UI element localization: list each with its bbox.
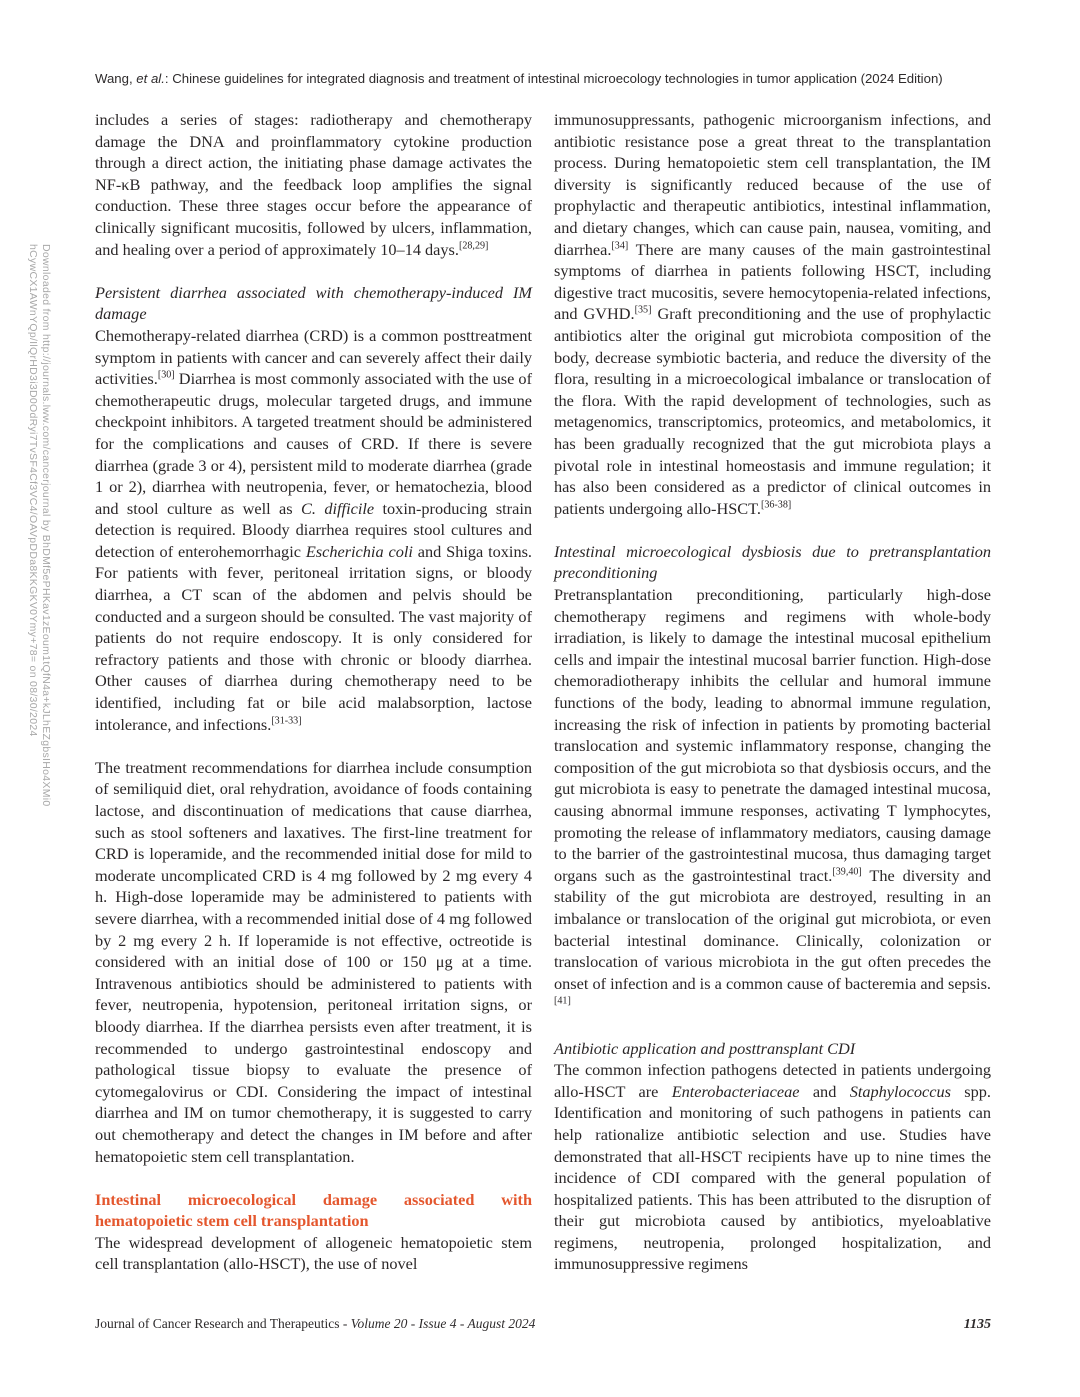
page-footer [95, 1316, 991, 1333]
section-heading: Intestinal microecological damage associated with hematopoietic stem cell transplantation [95, 1189, 532, 1231]
left-column [95, 109, 532, 1275]
subsection-heading: Intestinal microecological dysbiosis due to pretransplantation preconditioning [554, 541, 991, 583]
subsection-heading: Antibiotic application and posttransplant CDI [554, 1038, 856, 1058]
footer-journal-info: Journal of Cancer Research and Therapeutics - Volume 20 - Issue 4 - August 2024 [95, 1316, 536, 1331]
footer-page-number: 1135 [963, 1317, 991, 1332]
subsection-heading: Persistent diarrhea associated with chemotherapy-induced IM damage [95, 282, 532, 324]
watermark-line-2: hCywCX1AWnYQp/IlQrHD3i3D0OdRyi7TvSF4Cf3VC4/OAVpDDa8KKGKV0Ymy+78= on 08/30/2024 [27, 244, 39, 737]
download-watermark [26, 244, 52, 807]
watermark-line-1: Downloaded from http://journals.lww.com/cancerjournal by BhDMf5ePHKav1zEoum1tQfN4a+kJLhEZgbsIHo4XMi0 [40, 244, 52, 807]
paragraph: Pretransplantation preconditioning, particularly high-dose chemotherapy regimens and regimens with whole-body irradiation, is likely to damage the intestinal mucosal epithelium cells and impair the intestinal mucosal barrier function. High-dose chemoradiotherapy inhibits the cellular and humoral immune functions of the body, leading to abnormal immune regulation, increasing the risk of infection in patients by promoting bacterial translocation and systemic inflammatory response, changing the composition of the gut microbiota so that dysbiosis occurs, and the gut microbiota is easy to penetrate the damaged intestinal mucosa, causing abnormal immune responses, activating T lymphocytes, promoting the release of inflammatory mediators, causing damage to the barrier of the gastrointestinal mucosa, thus damaging target organs such as the gastrointestinal tract.[39,40] The diversity and stability of the gut microbiota are destroyed, resulting in an imbalance or translocation of the original gut microbiota, or even bacterial intestinal dominance. Clinically, colonization or translocation of various microbiota in the gut often precedes the onset of infection and is a common cause of bacteremia and sepsis.[41] [554, 585, 991, 1007]
article-body [95, 109, 991, 1275]
paragraph: includes a series of stages: radiotherapy and chemotherapy damage the DNA and proinflammatory cytokine production through a direct action, the initiating phase damage activates the NF-κB pathway, and the feedback loop amplifies the signal conduction. These three stages occur before the appearance of clinically significant mucositis, followed by ulcers, inflammation, and healing over a period of approximately 10–14 days.[28,29] [95, 110, 532, 259]
paragraph: Chemotherapy-related diarrhea (CRD) is a common posttreatment symptom in patients with cancer and can severely affect their daily activities.[30] Diarrhea is most commonly associated with the use of chemotherapeutic drugs, molecular targeted drugs, and immune checkpoint inhibitors. A targeted treatment should be administered for the complications and causes of CRD. If there is severe diarrhea (grade 3 or 4), persistent mild to moderate diarrhea (grade 1 or 2), diarrhea with neutropenia, fever, or hematochezia, blood and stool culture as well as C. difficile toxin-producing strain detection is required. Bloody diarrhea requires stool cultures and detection of enterohemorrhagic Escherichia coli and Shiga toxins. For patients with fever, peritoneal irritation signs, or bloody diarrhea, a CT scan of the abdomen and pelvis should be conducted and a surgeon should be consulted. The vast majority of patients do not require endoscopy. It is only considered for refractory patients and those with chronic or bloody diarrhea. Other causes of diarrhea during chemotherapy need to be identified, including fat or bile acid malabsorption, lactose intolerance, and infections.[31-33] [95, 325, 532, 734]
right-column [554, 109, 991, 1275]
paragraph: The widespread development of allogeneic hematopoietic stem cell transplantation (allo-HSCT), the use of novel [95, 1232, 532, 1274]
running-head: Wang, et al.: Chinese guidelines for integrated diagnosis and treatment of intestinal microecology technologies in tumor application (2024 Edition) [95, 71, 943, 86]
paragraph: immunosuppressants, pathogenic microorganism infections, and antibiotic resistance pose a great threat to the transplantation process. During hematopoietic stem cell transplantation, the IM diversity is significantly reduced because of the use of prophylactic and therapeutic antibiotics, intestinal inflammation, and dietary changes, which can cause pain, nausea, vomiting, and diarrhea.[34] There are many causes of the main gastrointestinal symptoms of diarrhea in patients following HSCT, including digestive tract mucositis, severe hemocytopenia-related infections, and GVHD.[35] Graft preconditioning and the use of prophylactic antibiotics alter the original gut microbiota composition of the body, decrease symbiotic bacteria, and reduce the diversity of the flora, resulting in a microecological imbalance or translocation of the flora. With the rapid development of technologies, such as metagenomics, transcriptomics, proteomics, and metabolomics, it has been gradually recognized that the gut microbiota plays a pivotal role in intestinal homeostasis and immune regulation; it has also been considered as a predictor of clinical outcomes in patients undergoing allo-HSCT.[36-38] [554, 110, 991, 518]
paragraph: The treatment recommendations for diarrhea include consumption of semiliquid diet, oral rehydration, avoidance of foods containing lactose, and discontinuation of medications that cause diarrhea, such as stool softeners and laxatives. The first-line treatment for CRD is loperamide, and the recommended initial dose for mild to moderate uncomplicated CRD is 4 mg followed by 2 mg every 4 h. High-dose loperamide may be administered to patients with severe diarrhea, with a recommended initial dose of 4 mg followed by 2 mg every 2 h. If loperamide is not effective, octreotide is considered with an initial dose of 100 or 150 μg at a time. Intravenous antibiotics should be administered to patients with fever, neutropenia, hypotension, peritoneal irritation signs, or bloody diarrhea. If the diarrhea persists even after treatment, it is recommended to undergo gastrointestinal endoscopy and pathological tissue biopsy to evaluate the presence of cytomegalovirus or CDI. Considering the impact of intestinal diarrhea and IM on tumor chemotherapy, it is suggested to carry out chemotherapy and detect the changes in IM before and after hematopoietic stem cell transplantation. [95, 757, 532, 1166]
paragraph: The common infection pathogens detected in patients undergoing allo-HSCT are Enterobacteriaceae and Staphylococcus spp. Identification and monitoring of such pathogens in patients can help rationalize antibiotic selection and use. Studies have demonstrated that all-HSCT recipients have up to nine times the incidence of CDI compared with the general population of hospitalized patients. This has been attributed to the disruption of their gut microbiota caused by antibiotics, myeloablative regimens, neutropenia, prolonged hospitalization, and immunosuppressive regimens [554, 1060, 991, 1274]
